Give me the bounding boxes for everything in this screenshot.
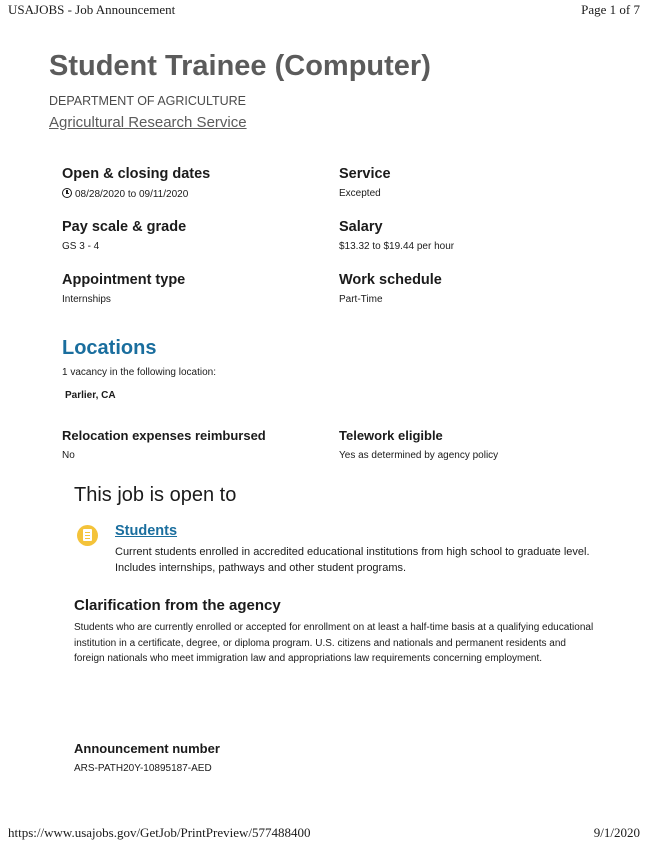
open-closing-value [62, 188, 188, 200]
relocation-label: Relocation expenses reimbursed [62, 428, 266, 443]
students-link[interactable]: Students [115, 523, 178, 539]
pay-scale-label: Pay scale & grade [62, 219, 187, 235]
relocation-value: No [62, 450, 75, 461]
locations-heading: Locations [62, 337, 157, 359]
telework-value: Yes as determined by agency policy [339, 450, 499, 461]
service-value: Excepted [339, 188, 381, 199]
appointment-type-label: Appointment type [62, 272, 186, 288]
announcement-number-value: ARS-PATH20Y-10895187-AED [74, 763, 212, 774]
print-footer-date: 9/1/2020 [593, 825, 640, 840]
print-page-number: Page 1 of 7 [581, 2, 640, 17]
service-label: Service [339, 166, 391, 182]
vacancy-text: 1 vacancy in the following location: [62, 367, 216, 378]
open-closing-label: Open & closing dates [62, 166, 211, 182]
print-header-title: USAJOBS - Job Announcement [8, 2, 176, 17]
announcement-number-label: Announcement number [74, 741, 220, 756]
clock-icon [62, 188, 72, 198]
work-schedule-label: Work schedule [339, 272, 442, 288]
salary-value: $13.32 to $19.44 per hour [339, 241, 455, 252]
telework-label: Telework eligible [339, 428, 443, 443]
students-description: Current students enrolled in accredited educational institutions from high school to graduate level. Includes internships, pathways and other student programs. [115, 546, 590, 574]
job-title: Student Trainee (Computer) [49, 50, 431, 82]
pay-scale-value: GS 3 - 4 [62, 241, 100, 252]
clarification-heading: Clarification from the agency [74, 597, 281, 614]
department-name: DEPARTMENT OF AGRICULTURE [49, 94, 247, 108]
location-name: Parlier, CA [65, 390, 116, 401]
document-icon [77, 525, 98, 546]
appointment-type-value: Internships [62, 294, 111, 305]
agency-link[interactable]: Agricultural Research Service [49, 114, 247, 131]
salary-label: Salary [339, 219, 383, 235]
clarification-text: Students who are currently enrolled or accepted for enrollment on at least a half-time basis at a qualifying educational institution in a certificate, degree, or diploma program. U.S. citizens and nationals and permanent residents and foreign nationals who meet immigration law and appropriations law requirements concerning employment. [74, 622, 594, 664]
open-closing-dates: 08/28/2020 to 09/11/2020 [75, 189, 189, 200]
print-footer-url: https://www.usajobs.gov/GetJob/PrintPreview/577488400 [8, 825, 311, 840]
work-schedule-value: Part-Time [339, 294, 383, 305]
open-to-heading: This job is open to [74, 484, 237, 506]
